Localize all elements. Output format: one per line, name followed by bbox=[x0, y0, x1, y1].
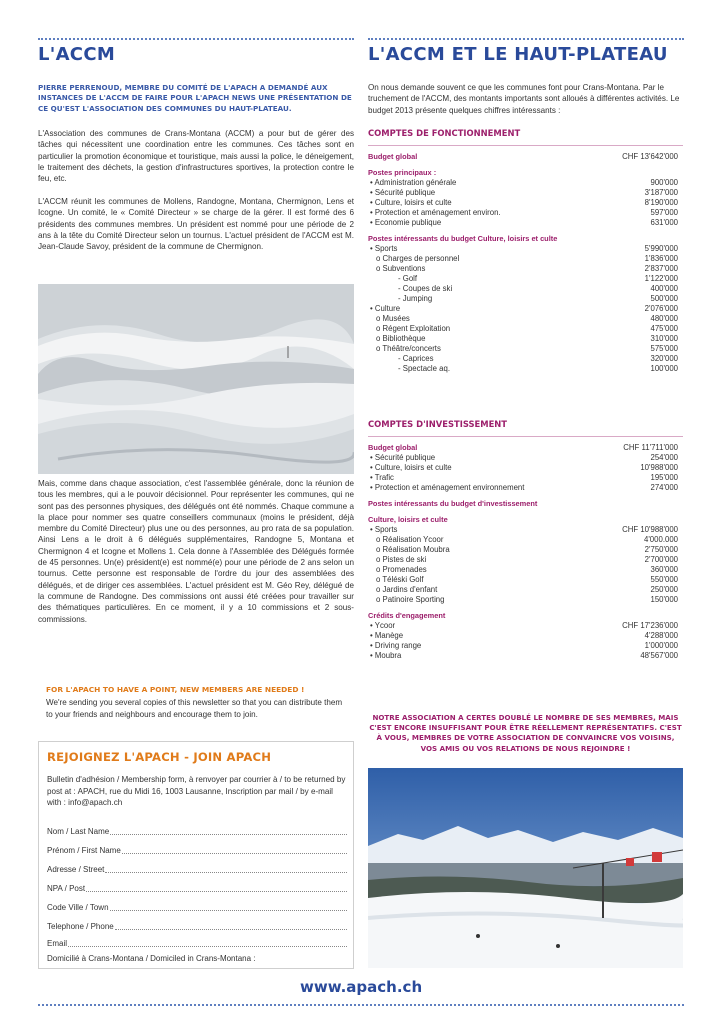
budget-row-value: 900'000 bbox=[650, 178, 678, 187]
budget-row-value: 400'000 bbox=[650, 284, 678, 293]
budget-row-label: • Manège bbox=[370, 631, 404, 640]
budget-row-value: 100'000 bbox=[650, 364, 678, 373]
budget-row bbox=[368, 565, 678, 575]
budget-row-label: o Bibliothèque bbox=[376, 334, 426, 343]
budget-row bbox=[368, 254, 678, 264]
budget-row-label: • Economie publique bbox=[370, 218, 442, 227]
budget-row bbox=[368, 284, 678, 294]
snow-landscape-illustration bbox=[38, 284, 354, 474]
form-field-street[interactable]: Adresse / Street bbox=[47, 865, 347, 874]
budget-row-value: 195'000 bbox=[650, 473, 678, 482]
budget-row-label: o Téléski Golf bbox=[376, 575, 424, 584]
budget-row-value: 550'000 bbox=[650, 575, 678, 584]
budget-row-value: 274'000 bbox=[650, 483, 678, 492]
budget-row bbox=[368, 334, 678, 344]
budget-row bbox=[368, 324, 678, 334]
budget-row-label: • Protection et aménagement environ. bbox=[370, 208, 501, 217]
budget-row-value: CHF 17'236'000 bbox=[622, 621, 678, 630]
join-description: Bulletin d'adhésion / Membership form, à renvoyer par courrier à / to be returned by post at : APACH, rue du Midi 16, 1003 Lausanne, Inscription par mail / by e-mail with : info@apach.ch bbox=[47, 775, 346, 807]
budget-row bbox=[368, 264, 678, 274]
budget-row bbox=[368, 621, 678, 631]
budget-row bbox=[368, 218, 678, 228]
budget-row-value: 4'288'000 bbox=[644, 631, 678, 640]
budget-row bbox=[368, 304, 678, 314]
mountain-ski-illustration bbox=[368, 768, 683, 968]
budget-row-label: • Ycoor bbox=[370, 621, 396, 630]
paragraph-purpose: L'Association des communes de Crans-Montana (ACCM) a pour but de gérer des tâches qui nécessitent une coordination entre les communes. Ces tâches sont en particulier la promotion économique et touristique, mais aussi la police, le déneigement, le traitement des déchets, la gestion d'infrastructures sportives, la protection contre le feu, etc. bbox=[38, 129, 354, 184]
budget-row-value: 5'990'000 bbox=[644, 244, 678, 253]
budget-row-value: 631'000 bbox=[650, 218, 678, 227]
budget-row-value: 1'000'000 bbox=[644, 641, 678, 650]
budget-row-label: o Jardins d'enfant bbox=[376, 585, 438, 594]
accm-title: L'ACCM bbox=[38, 44, 116, 65]
budget-row bbox=[368, 443, 678, 453]
top-rule-left bbox=[38, 38, 354, 40]
budget-row-label: • Driving range bbox=[370, 641, 422, 650]
budget-row bbox=[368, 483, 678, 493]
budget-row-value: 254'000 bbox=[650, 453, 678, 462]
budget-row-label: - Caprices bbox=[398, 354, 434, 363]
budget-row bbox=[368, 198, 678, 208]
budget-row-label: • Administration générale bbox=[370, 178, 457, 187]
budget-row-value: 4'000.000 bbox=[643, 535, 678, 544]
budget-intro: On nous demande souvent ce que les communes font pour Crans-Montana. Par le truchement de l'ACCM, des montants importants sont alloués à différentes activités. Le budget 2013 présente quelques chiffres intéressants : bbox=[368, 83, 680, 115]
budget-row-label: • Trafic bbox=[370, 473, 394, 482]
budget-row-value: 2'837'000 bbox=[644, 264, 678, 273]
budget-row bbox=[368, 188, 678, 198]
budget-row bbox=[368, 354, 678, 364]
budget-row-value: 3'187'000 bbox=[644, 188, 678, 197]
promo-text: We're sending you several copies of this newsletter so that you can distribute them to your friends and neighbours and encourage them to join. bbox=[46, 698, 343, 719]
budget-row-label: o Promenades bbox=[376, 565, 427, 574]
budget-row bbox=[368, 515, 678, 525]
budget-row bbox=[368, 611, 678, 621]
budget-row-label: • Protection et aménagement environnement bbox=[370, 483, 525, 492]
budget-row bbox=[368, 314, 678, 324]
budget-row-label: o Charges de personnel bbox=[376, 254, 460, 263]
investissement-rule bbox=[368, 436, 683, 437]
investissement-title: COMPTES D'INVESTISSEMENT bbox=[368, 419, 508, 429]
budget-row-label: Postes principaux : bbox=[368, 168, 437, 177]
budget-row-label: o Réalisation Moubra bbox=[376, 545, 450, 554]
budget-row-value: 310'000 bbox=[650, 334, 678, 343]
budget-row-label: Crédits d'engagement bbox=[368, 611, 446, 620]
membership-form bbox=[38, 741, 354, 969]
haut-plateau-title: L'ACCM ET LE HAUT-PLATEAU bbox=[368, 44, 668, 65]
budget-row-label: o Subventions bbox=[376, 264, 426, 273]
top-rule-right bbox=[368, 38, 684, 40]
promo-title: FOR L'APACH TO HAVE A POINT, NEW MEMBERS ARE NEEDED ! bbox=[46, 685, 305, 694]
budget-row-value: 360'000 bbox=[650, 565, 678, 574]
budget-row-label: o Régent Exploitation bbox=[376, 324, 451, 333]
budget-row-label: • Culture, loisirs et culte bbox=[370, 463, 452, 472]
budget-row bbox=[368, 463, 678, 473]
budget-row bbox=[368, 575, 678, 585]
budget-row bbox=[368, 344, 678, 354]
budget-row-value: 48'567'000 bbox=[640, 651, 678, 660]
budget-row-value: 480'000 bbox=[650, 314, 678, 323]
budget-row-label: Postes intéressants du budget Culture, loisirs et culte bbox=[368, 234, 558, 243]
form-field-domicile[interactable]: Domicilié à Crans-Montana / Domiciled in Crans-Montana : bbox=[47, 954, 256, 963]
budget-row-label: o Musées bbox=[376, 314, 410, 323]
form-field-email[interactable]: Email bbox=[47, 939, 347, 948]
budget-row bbox=[368, 178, 678, 188]
budget-row-value: CHF 13'642'000 bbox=[622, 152, 678, 161]
budget-row bbox=[368, 453, 678, 463]
budget-row bbox=[368, 545, 678, 555]
budget-row-value: CHF 10'988'000 bbox=[622, 525, 678, 534]
budget-row-value: 250'000 bbox=[650, 585, 678, 594]
budget-row-label: o Patinoire Sporting bbox=[376, 595, 445, 604]
budget-row-label: Budget global bbox=[368, 152, 418, 161]
budget-row-label: • Sports bbox=[370, 525, 398, 534]
budget-row-value: 320'000 bbox=[650, 354, 678, 363]
budget-row bbox=[368, 499, 678, 509]
budget-row-value: 2'700'000 bbox=[644, 555, 678, 564]
budget-row-label: - Jumping bbox=[398, 294, 433, 303]
budget-row-label: o Réalisation Ycoor bbox=[376, 535, 444, 544]
budget-row bbox=[368, 555, 678, 565]
budget-row-label: • Culture, loisirs et culte bbox=[370, 198, 452, 207]
budget-row-label: o Théâtre/concerts bbox=[376, 344, 441, 353]
paragraph-assembly: Mais, comme dans chaque association, c'est l'assemblée générale, donc la réunion de tous les membres, qui a le pouvoir décisionnel. Pour représenter les communes, qui ne sont pas des personnes physiques, des délégués ont été nommés. Chaque commune a la place pour nommer ses quatre conseillers communaux (moins le président, déjà membre du Comité Directeur) plus une ou des personnes, au pro rata de sa population. Ainsi Lens a le droit à 6 délégués supplémentaires, Randogne 5, Montana et Chermignon 4 et Icogne et Mollens 1. Cela donne à l'Assemblée des Délégués formée de 45 personnes. Un(e) président(e) est nommé(e) pour une période de 2 ans selon un tournus. Cette personne est responsable de l'ordre du jour des assemblées des délégués, et de diriger ces assemblées. L'actuel président est M. Géo Rey, délégué de la commune de Randogne. Des commissions ont aussi été créées pour travailler sur des thématiques particulières. En ce moment, il y a 10 commissions et 2 sous-commissions. bbox=[38, 479, 354, 624]
mountain-ski-photo bbox=[368, 768, 683, 968]
budget-row-label: - Golf bbox=[398, 274, 418, 283]
membership-appeal: NOTRE ASSOCIATION A CERTES DOUBLÉ LE NOMBRE DE SES MEMBRES, MAIS C'EST ENCORE INSUFFISANT POUR ÊTRE RÉELLEMENT REPRÉSENTATIFS. C'EST À VOUS, MEMBRES DE VOTRE ASSOCIATION DE CONVAINCRE VOS VOISINS, VOS AMIS OU VOS RELATIONS DE NOUS REJOINDRE ! bbox=[369, 713, 682, 753]
budget-row bbox=[368, 294, 678, 304]
budget-row bbox=[368, 274, 678, 284]
budget-row-value: 500'000 bbox=[650, 294, 678, 303]
budget-row bbox=[368, 535, 678, 545]
budget-row bbox=[368, 244, 678, 254]
budget-row bbox=[368, 651, 678, 661]
fonctionnement-title: COMPTES DE FONCTIONNEMENT bbox=[368, 128, 521, 138]
budget-row-label: Postes intéressants du budget d'investissement bbox=[368, 499, 538, 508]
budget-row bbox=[368, 585, 678, 595]
budget-row bbox=[368, 595, 678, 605]
bottom-rule bbox=[38, 1004, 684, 1006]
budget-row-value: 597'000 bbox=[650, 208, 678, 217]
budget-row-label: Budget global bbox=[368, 443, 418, 452]
budget-row-label: • Culture bbox=[370, 304, 401, 313]
budget-row-label: - Spectacle aq. bbox=[398, 364, 451, 373]
budget-row-label: - Coupes de ski bbox=[398, 284, 453, 293]
budget-row-value: 10'988'000 bbox=[640, 463, 678, 472]
budget-row bbox=[368, 631, 678, 641]
budget-row-label: o Pistes de ski bbox=[376, 555, 427, 564]
snow-landscape-photo bbox=[38, 284, 354, 474]
fonctionnement-rule bbox=[368, 145, 683, 146]
budget-row-value: 2'076'000 bbox=[644, 304, 678, 313]
budget-row-value: 475'000 bbox=[650, 324, 678, 333]
budget-row-label: Culture, loisirs et culte bbox=[368, 515, 448, 524]
join-title: REJOIGNEZ L'APACH - JOIN APACH bbox=[47, 750, 272, 764]
budget-row-value: CHF 11'711'000 bbox=[623, 443, 678, 452]
budget-row-value: 2'750'000 bbox=[644, 545, 678, 554]
budget-row-value: 150'000 bbox=[650, 595, 678, 604]
intro-text: PIERRE PERRENOUD, MEMBRE DU COMITÉ DE L'APACH A DEMANDÉ AUX INSTANCES DE L'ACCM DE FAIRE POUR L'APACH NEWS UNE PRÉSENTATION DE CE QU'EST L'ASSOCIATION DES COMMUNES DU HAUT-PLATEAU. bbox=[38, 83, 352, 113]
budget-row-value: 8'190'000 bbox=[644, 198, 678, 207]
form-field-name[interactable]: Nom / Last Name bbox=[47, 827, 347, 836]
budget-row bbox=[368, 152, 678, 162]
budget-row bbox=[368, 525, 678, 535]
budget-row bbox=[368, 641, 678, 651]
budget-row-label: • Sécurité publique bbox=[370, 453, 436, 462]
budget-row-label: • Sports bbox=[370, 244, 398, 253]
budget-row bbox=[368, 473, 678, 483]
form-field-town[interactable]: Code Ville / Town bbox=[47, 903, 347, 912]
budget-row bbox=[368, 208, 678, 218]
budget-row-value: 1'836'000 bbox=[644, 254, 678, 263]
budget-row bbox=[368, 234, 678, 244]
budget-row-value: 575'000 bbox=[650, 344, 678, 353]
form-field-post[interactable]: NPA / Post bbox=[47, 884, 347, 893]
form-field-first-name[interactable]: Prénom / First Name bbox=[47, 846, 347, 855]
paragraph-members: L'ACCM réunit les communes de Mollens, Randogne, Montana, Chermignon, Lens et Icogne. Un comité, le « Comité Directeur » se charge de la gérer. Il est formé des 6 présidents des communes membres. Un président est nommé pour une période de 2 ans à la tête du Comité Directeur selon un tournus. L'actuel président de l'ACCM est M. Jean-Claude Savoy, président de la commune de Chermignon. bbox=[38, 197, 354, 252]
form-field-phone[interactable]: Telephone / Phone bbox=[47, 922, 347, 931]
budget-row-label: • Moubra bbox=[370, 651, 402, 660]
budget-row bbox=[368, 168, 678, 178]
budget-row-value: 1'122'000 bbox=[644, 274, 678, 283]
budget-row-label: • Sécurité publique bbox=[370, 188, 436, 197]
budget-row bbox=[368, 364, 678, 374]
footer-website-link[interactable]: www.apach.ch bbox=[300, 978, 423, 996]
